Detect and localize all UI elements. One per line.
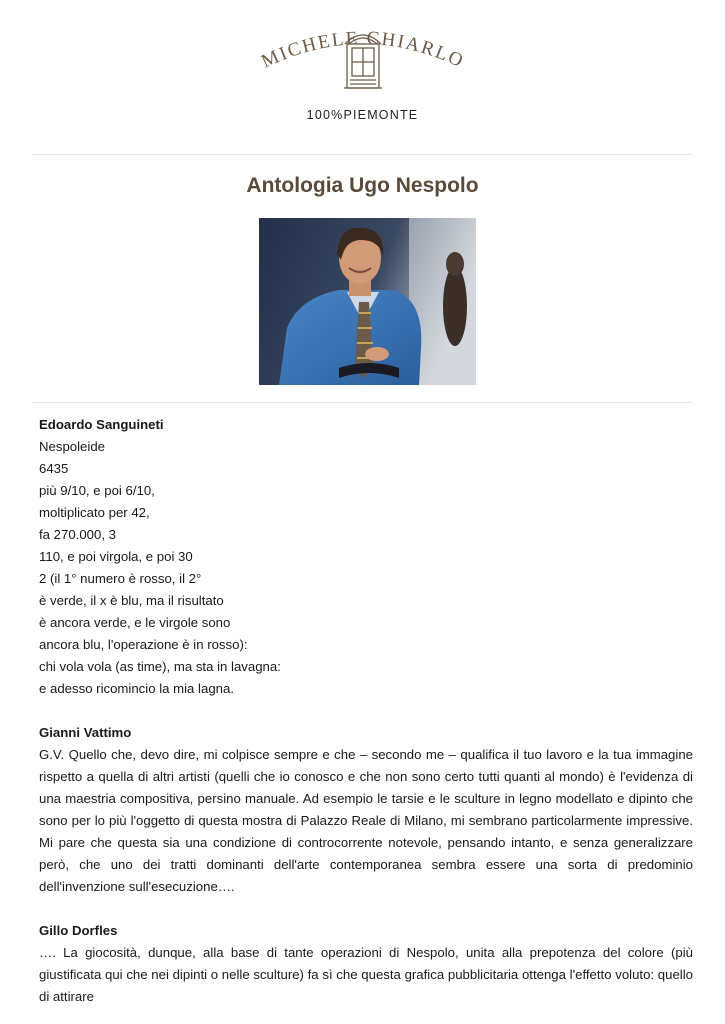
brand-name: MICHELE CHIARLO bbox=[258, 27, 468, 73]
poem-line: moltiplicato per 42, bbox=[39, 505, 150, 520]
section-sanguineti bbox=[39, 414, 693, 700]
poem-line: 110, e poi virgola, e poi 30 bbox=[39, 549, 193, 564]
page-title: Antologia Ugo Nespolo bbox=[246, 174, 479, 197]
quote-paragraph: …. La giocosità, dunque, alla base di tante operazioni di Nespolo, unita alla prepotenza del colore (più giustificata qui che nei dipinti o nelle sculture) fa sì che questa grafica pubblicitaria ottenga l'effetto voluto: quello di attirare bbox=[39, 945, 693, 1004]
poem-line: 2 (il 1° numero è rosso, il 2° bbox=[39, 571, 202, 586]
poem-line: ancora blu, l'operazione è in rosso): bbox=[39, 637, 248, 652]
quote-paragraph: G.V. Quello che, devo dire, mi colpisce sempre e che – secondo me – qualifica il tuo lavoro e la tua immagine rispetto a quella di altri artisti (quelli che io conosco e che non sono certo tutti quanti al mondo) è l'evidenza di una maestria compositiva, persino manuale. Ad esempio le tarsie e le sculture in legno modellato e dipinto che sono per lo più l'oggetto di questa mostra di Palazzo Reale di Milano, mi sembrano particolarmente impressive. Mi pare che questa sia una condizione di controcorrente notevole, pensando intanto, e senza generalizzare però, che uno dei tratti dominanti dell'arte contemporanea sembra essere una sorta di predominio dell'invenzione sull'esecuzione…. bbox=[39, 747, 693, 894]
artist-portrait-photo bbox=[259, 218, 476, 385]
poem-line: e adesso ricomincio la mia lagna. bbox=[39, 681, 234, 696]
section-vattimo bbox=[39, 722, 693, 898]
article-body bbox=[39, 414, 693, 1008]
poem-line: è ancora verde, e le virgole sono bbox=[39, 615, 231, 630]
poem-line: Nespoleide bbox=[39, 439, 105, 454]
site-header bbox=[0, 0, 725, 140]
poem-line: chi vola vola (as time), ma sta in lavagna: bbox=[39, 659, 281, 674]
author-heading: Edoardo Sanguineti bbox=[39, 417, 164, 432]
header-divider bbox=[32, 154, 692, 155]
author-heading: Gillo Dorfles bbox=[39, 923, 118, 938]
author-heading: Gianni Vattimo bbox=[39, 725, 132, 740]
poem-line: 6435 bbox=[39, 461, 69, 476]
photo-divider bbox=[32, 402, 692, 403]
poem-line: più 9/10, e poi 6/10, bbox=[39, 483, 155, 498]
brand-tagline: 100%PIEMONTE bbox=[306, 108, 419, 122]
poem-line: fa 270.000, 3 bbox=[39, 527, 116, 542]
poem-line: è verde, il x è blu, ma il risultato bbox=[39, 593, 224, 608]
section-dorfles bbox=[39, 920, 693, 1008]
michele-chiarlo-logo[interactable] bbox=[232, 14, 494, 102]
